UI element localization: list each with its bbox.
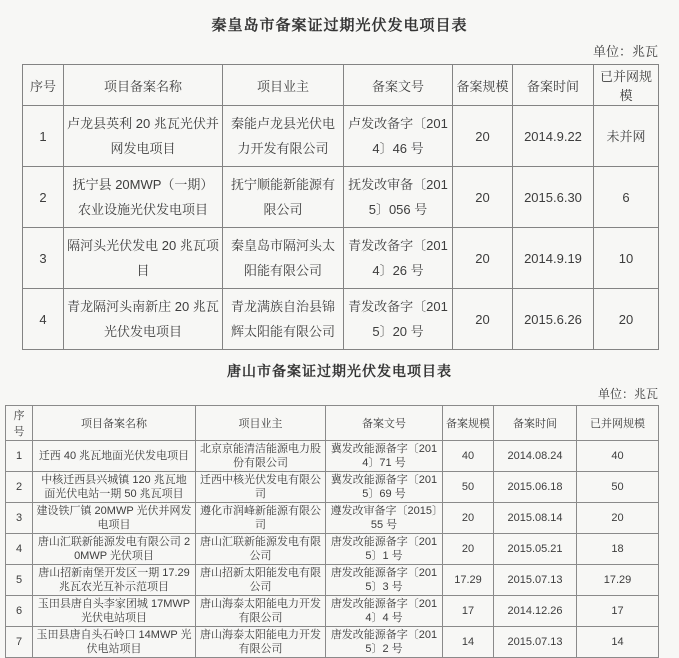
table-cell: 玉田县唐自头石岭口 14MWP 光伏电站项目 — [33, 627, 196, 658]
table-row — [6, 627, 659, 658]
table-cell: 迁西 40 兆瓦地面光伏发电项目 — [33, 441, 196, 472]
table-cell: 遵化市润峰新能源有限公司 — [196, 503, 326, 534]
table-cell: 唐山海泰太阳能电力开发有限公司 — [196, 596, 326, 627]
table-cell: 2014.12.26 — [494, 596, 577, 627]
table-cell: 40 — [577, 441, 659, 472]
header-cell: 备案规模 — [443, 406, 494, 441]
table-cell: 20 — [577, 503, 659, 534]
table-row — [6, 596, 659, 627]
table-cell: 6 — [594, 167, 659, 228]
table-cell: 隔河头光伏发电 20 兆瓦项目 — [64, 228, 223, 289]
header-cell: 项目备案名称 — [33, 406, 196, 441]
table-cell: 唐山海泰太阳能电力开发有限公司 — [196, 627, 326, 658]
table-cell: 6 — [6, 596, 33, 627]
header-cell: 序号 — [6, 406, 33, 441]
header-cell: 备案时间 — [494, 406, 577, 441]
header-cell: 序号 — [23, 65, 64, 106]
table-row — [6, 534, 659, 565]
table-cell: 20 — [453, 289, 513, 350]
table-cell: 中核迁西县兴城镇 120 兆瓦地面光伏电站一期 50 兆瓦项目 — [33, 472, 196, 503]
table-row — [6, 503, 659, 534]
table-cell: 唐发改能源备字〔2015〕1 号 — [326, 534, 443, 565]
table-cell: 2015.07.13 — [494, 565, 577, 596]
table-cell: 3 — [6, 503, 33, 534]
table-cell: 4 — [23, 289, 64, 350]
table-cell: 迁西中核光伏发电有限公司 — [196, 472, 326, 503]
table-cell: 卢发改备字〔2014〕46 号 — [344, 106, 453, 167]
table-cell: 2015.05.21 — [494, 534, 577, 565]
table-cell: 青发改备字〔2014〕26 号 — [344, 228, 453, 289]
table-cell: 14 — [577, 627, 659, 658]
table-row — [6, 472, 659, 503]
unit-label-qinhuangdao: 单位：兆瓦 — [592, 44, 658, 59]
table-cell: 40 — [443, 441, 494, 472]
table-cell: 7 — [6, 627, 33, 658]
table-cell: 冀发改能源备字〔2014〕71 号 — [326, 441, 443, 472]
table-cell: 唐山招新南堡开发区一期 17.29 兆瓦农光互补示范项目 — [33, 565, 196, 596]
table-cell: 唐发改能源备字〔2015〕2 号 — [326, 627, 443, 658]
table-cell: 2014.9.19 — [513, 228, 594, 289]
table-cell: 唐发改能源备字〔2014〕4 号 — [326, 596, 443, 627]
table-cell: 建设铁厂镇 20MWP 光伏并网发电项目 — [33, 503, 196, 534]
table-cell: 50 — [443, 472, 494, 503]
table-cell: 14 — [443, 627, 494, 658]
header-cell: 项目备案名称 — [64, 65, 223, 106]
table-cell: 抚宁顺能新能源有限公司 — [223, 167, 344, 228]
table-cell: 5 — [6, 565, 33, 596]
table-cell: 唐山汇联新能源发电有限公司 20MWP 光伏项目 — [33, 534, 196, 565]
table-cell: 2015.6.26 — [513, 289, 594, 350]
table-cell: 17 — [577, 596, 659, 627]
table-row — [23, 289, 659, 350]
table-cell: 唐山招新太阳能发电有限公司 — [196, 565, 326, 596]
table-cell: 2014.9.22 — [513, 106, 594, 167]
table-cell: 10 — [594, 228, 659, 289]
table-cell: 秦能卢龙县光伏电力开发有限公司 — [223, 106, 344, 167]
table-cell: 3 — [23, 228, 64, 289]
table-cell: 未并网 — [594, 106, 659, 167]
table-cell: 2 — [6, 472, 33, 503]
table-cell: 冀发改能源备字〔2015〕69 号 — [326, 472, 443, 503]
table-cell: 4 — [6, 534, 33, 565]
table-cell: 北京京能清洁能源电力股份有限公司 — [196, 441, 326, 472]
header-cell: 项目业主 — [223, 65, 344, 106]
table-cell: 抚宁县 20MWP（一期）农业设施光伏发电项目 — [64, 167, 223, 228]
table-row — [6, 565, 659, 596]
table-cell: 2015.06.18 — [494, 472, 577, 503]
table-cell: 1 — [6, 441, 33, 472]
table-title-qinhuangdao: 秦皇岛市备案证过期光伏发电项目表 — [211, 17, 468, 34]
table-cell: 唐发改能源备字〔2015〕3 号 — [326, 565, 443, 596]
table-cell: 20 — [443, 503, 494, 534]
header-cell: 备案文号 — [326, 406, 443, 441]
table-cell: 20 — [453, 106, 513, 167]
table-cell: 遵发改审备字〔2015〕55 号 — [326, 503, 443, 534]
table-cell: 17.29 — [443, 565, 494, 596]
table-cell: 青发改备字〔2015〕20 号 — [344, 289, 453, 350]
table-qinhuangdao — [22, 64, 659, 350]
table-cell: 2 — [23, 167, 64, 228]
table-row — [23, 228, 659, 289]
table-cell: 20 — [453, 167, 513, 228]
table-cell: 卢龙县英利 20 兆瓦光伏并网发电项目 — [64, 106, 223, 167]
table-cell: 17 — [443, 596, 494, 627]
table-cell: 玉田县唐自头李家团城 17MWP 光伏电站项目 — [33, 596, 196, 627]
table-cell: 秦皇岛市隔河头太阳能有限公司 — [223, 228, 344, 289]
header-row — [23, 65, 659, 106]
table-cell: 20 — [594, 289, 659, 350]
table-row — [23, 106, 659, 167]
table-row — [23, 167, 659, 228]
table-title-tangshan: 唐山市备案证过期光伏发电项目表 — [227, 363, 452, 379]
table-cell: 1 — [23, 106, 64, 167]
header-row — [6, 406, 659, 441]
header-cell: 已并网规模 — [577, 406, 659, 441]
table-cell: 20 — [453, 228, 513, 289]
table-cell: 2014.08.24 — [494, 441, 577, 472]
table-cell: 50 — [577, 472, 659, 503]
table-cell: 17.29 — [577, 565, 659, 596]
unit-label-tangshan: 单位：兆瓦 — [597, 387, 658, 401]
header-cell: 项目业主 — [196, 406, 326, 441]
header-cell: 已并网规模 — [594, 65, 659, 106]
table-cell: 20 — [443, 534, 494, 565]
table-tangshan — [5, 405, 659, 658]
table-cell: 抚发改审备〔2015〕056 号 — [344, 167, 453, 228]
header-cell: 备案规模 — [453, 65, 513, 106]
table-cell: 2015.08.14 — [494, 503, 577, 534]
table-cell: 唐山汇联新能源发电有限公司 — [196, 534, 326, 565]
table-cell: 18 — [577, 534, 659, 565]
table-cell: 2015.07.13 — [494, 627, 577, 658]
header-cell: 备案时间 — [513, 65, 594, 106]
table-row — [6, 441, 659, 472]
table-cell: 2015.6.30 — [513, 167, 594, 228]
header-cell: 备案文号 — [344, 65, 453, 106]
table-cell: 青龙满族自治县锦辉太阳能有限公司 — [223, 289, 344, 350]
table-cell: 青龙隔河头南新庄 20 兆瓦光伏发电项目 — [64, 289, 223, 350]
